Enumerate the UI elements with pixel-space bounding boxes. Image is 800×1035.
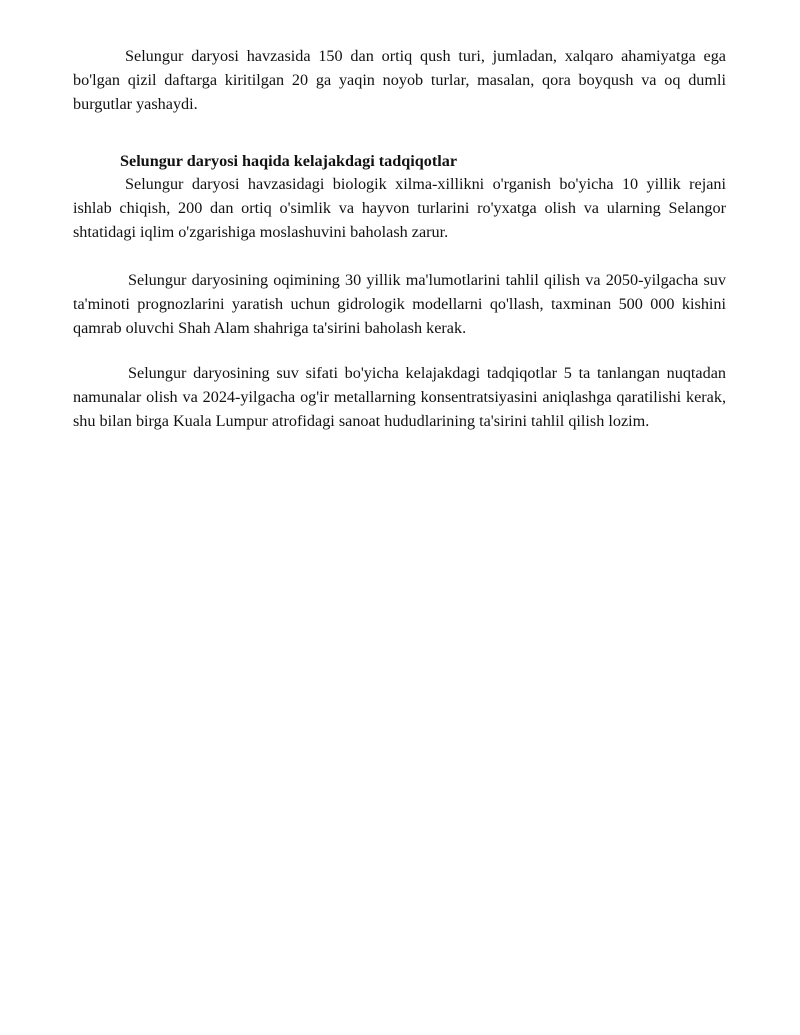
section-heading: Selungur daryosi haqida kelajakdagi tadqiqotlar: [120, 152, 458, 170]
paragraph-water-quality: Selungur daryosining suv sifati bo'yicha kelajakdagi tadqiqotlar 5 ta tanlangan nuqtadan namunalar olish va 2024-yilgacha og'ir metallarning konsentratsiyasini aniqlashga qaratilishi kerak, shu bilan birga Kuala Lumpur atrofidagi sanoat hududlarining ta'sirini tahlil qilish lozim.: [73, 364, 726, 430]
document-page: [73, 44, 726, 433]
paragraph-hydrology: Selungur daryosining oqimining 30 yillik ma'lumotlarini tahlil qilish va 2050-yilgacha suv ta'minoti prognozlarini yaratish uchun gidrologik modellarni qo'llash, taxminan 500 000 kishini qamrab oluvchi Shah Alam shahriga ta'sirini baholash kerak.: [73, 271, 726, 337]
paragraph-birds: Selungur daryosi havzasida 150 dan ortiq qush turi, jumladan, xalqaro ahamiyatga ega bo'lgan qizil daftarga kiritilgan 20 ga yaqin noyob turlar, masalan, qora boyqush va oq dumli burgutlar yashaydi.: [73, 47, 726, 113]
paragraph-biodiversity: Selungur daryosi havzasidagi biologik xilma-xillikni o'rganish bo'yicha 10 yillik rejani ishlab chiqish, 200 dan ortiq o'simlik va hayvon turlarini ro'yxatga olish va ularning Selangor shtatidagi iqlim o'zgarishiga moslashuvini baholash zarur.: [73, 175, 726, 241]
